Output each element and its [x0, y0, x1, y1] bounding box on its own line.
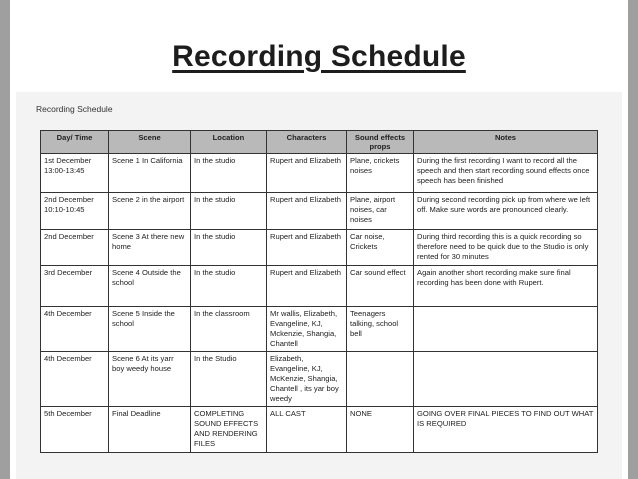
cell-characters: Rupert and Elizabeth	[267, 266, 347, 307]
cell-scene: Final Deadline	[109, 407, 191, 453]
cell-location: In the studio	[191, 230, 267, 266]
cell-notes: GOING OVER FINAL PIECES TO FIND OUT WHAT IS REQUIRED	[414, 407, 598, 453]
cell-sound-effects: NONE	[347, 407, 414, 453]
table-row	[41, 266, 598, 307]
cell-notes: Again another short recording make sure final recording has been done with Rupert.	[414, 266, 598, 307]
cell-location: COMPLETING SOUND EFFECTS AND RENDERING FILES	[191, 407, 267, 453]
slide-title: Recording Schedule	[172, 40, 466, 73]
table-header-row	[41, 131, 598, 154]
cell-sound-effects: Teenagers talking, school bell	[347, 307, 414, 352]
cell-scene: Scene 5 Inside the school	[109, 307, 191, 352]
cell-sound-effects: Plane, crickets noises	[347, 154, 414, 193]
cell-characters: Mr wallis, Elizabeth, Evangeline, KJ, Mckenzie, Shangia, Chantell	[267, 307, 347, 352]
table-row	[41, 407, 598, 453]
cell-scene: Scene 1 In California	[109, 154, 191, 193]
cell-day: 4th December	[41, 307, 109, 352]
cell-day: 2nd December 10:10-10:45	[41, 193, 109, 230]
cell-location: In the classroom	[191, 307, 267, 352]
cell-characters: Rupert and Elizabeth	[267, 230, 347, 266]
cell-day: 1st December 13:00-13:45	[41, 154, 109, 193]
header-sound-effects: Sound effects props	[347, 131, 414, 154]
cell-characters: ALL CAST	[267, 407, 347, 453]
cell-location: In the studio	[191, 266, 267, 307]
cell-notes: During the first recording I want to record all the speech and then start recording sound effects once speech has been finished	[414, 154, 598, 193]
cell-day: 3rd December	[41, 266, 109, 307]
table-row	[41, 230, 598, 266]
cell-day: 4th December	[41, 352, 109, 407]
table-row	[41, 193, 598, 230]
header-notes: Notes	[414, 131, 598, 154]
header-scene: Scene	[109, 131, 191, 154]
table-row	[41, 307, 598, 352]
header-characters: Characters	[267, 131, 347, 154]
cell-characters: Rupert and Elizabeth	[267, 154, 347, 193]
cell-sound-effects: Car noise, Crickets	[347, 230, 414, 266]
table-row	[41, 352, 598, 407]
cell-location: In the studio	[191, 193, 267, 230]
cell-notes	[414, 352, 598, 407]
recording-schedule-table	[40, 130, 598, 453]
cell-sound-effects	[347, 352, 414, 407]
cell-scene: Scene 3 At there new home	[109, 230, 191, 266]
cell-location: In the studio	[191, 154, 267, 193]
cell-scene: Scene 4 Outside the school	[109, 266, 191, 307]
table-row	[41, 154, 598, 193]
document-heading: Recording Schedule	[36, 104, 113, 114]
cell-day: 5th December	[41, 407, 109, 453]
header-day-time: Day/ Time	[41, 131, 109, 154]
header-location: Location	[191, 131, 267, 154]
cell-scene: Scene 2 in the airport	[109, 193, 191, 230]
cell-sound-effects: Car sound effect	[347, 266, 414, 307]
cell-day: 2nd December	[41, 230, 109, 266]
cell-characters: Elizabeth, Evangeline, KJ, McKenzie, Shangia, Chantell , its yar boy weedy	[267, 352, 347, 407]
cell-sound-effects: Plane, airport noises, car noises	[347, 193, 414, 230]
cell-notes: During second recording pick up from where we left off. Make sure words are pronounced clearly.	[414, 193, 598, 230]
cell-scene: Scene 6 At its yarr boy weedy house	[109, 352, 191, 407]
cell-notes	[414, 307, 598, 352]
cell-notes: During third recording this is a quick recording so therefore need to be quick due to the Studio is only rented for 30 minutes	[414, 230, 598, 266]
cell-characters: Rupert and Elizabeth	[267, 193, 347, 230]
cell-location: In the Studio	[191, 352, 267, 407]
